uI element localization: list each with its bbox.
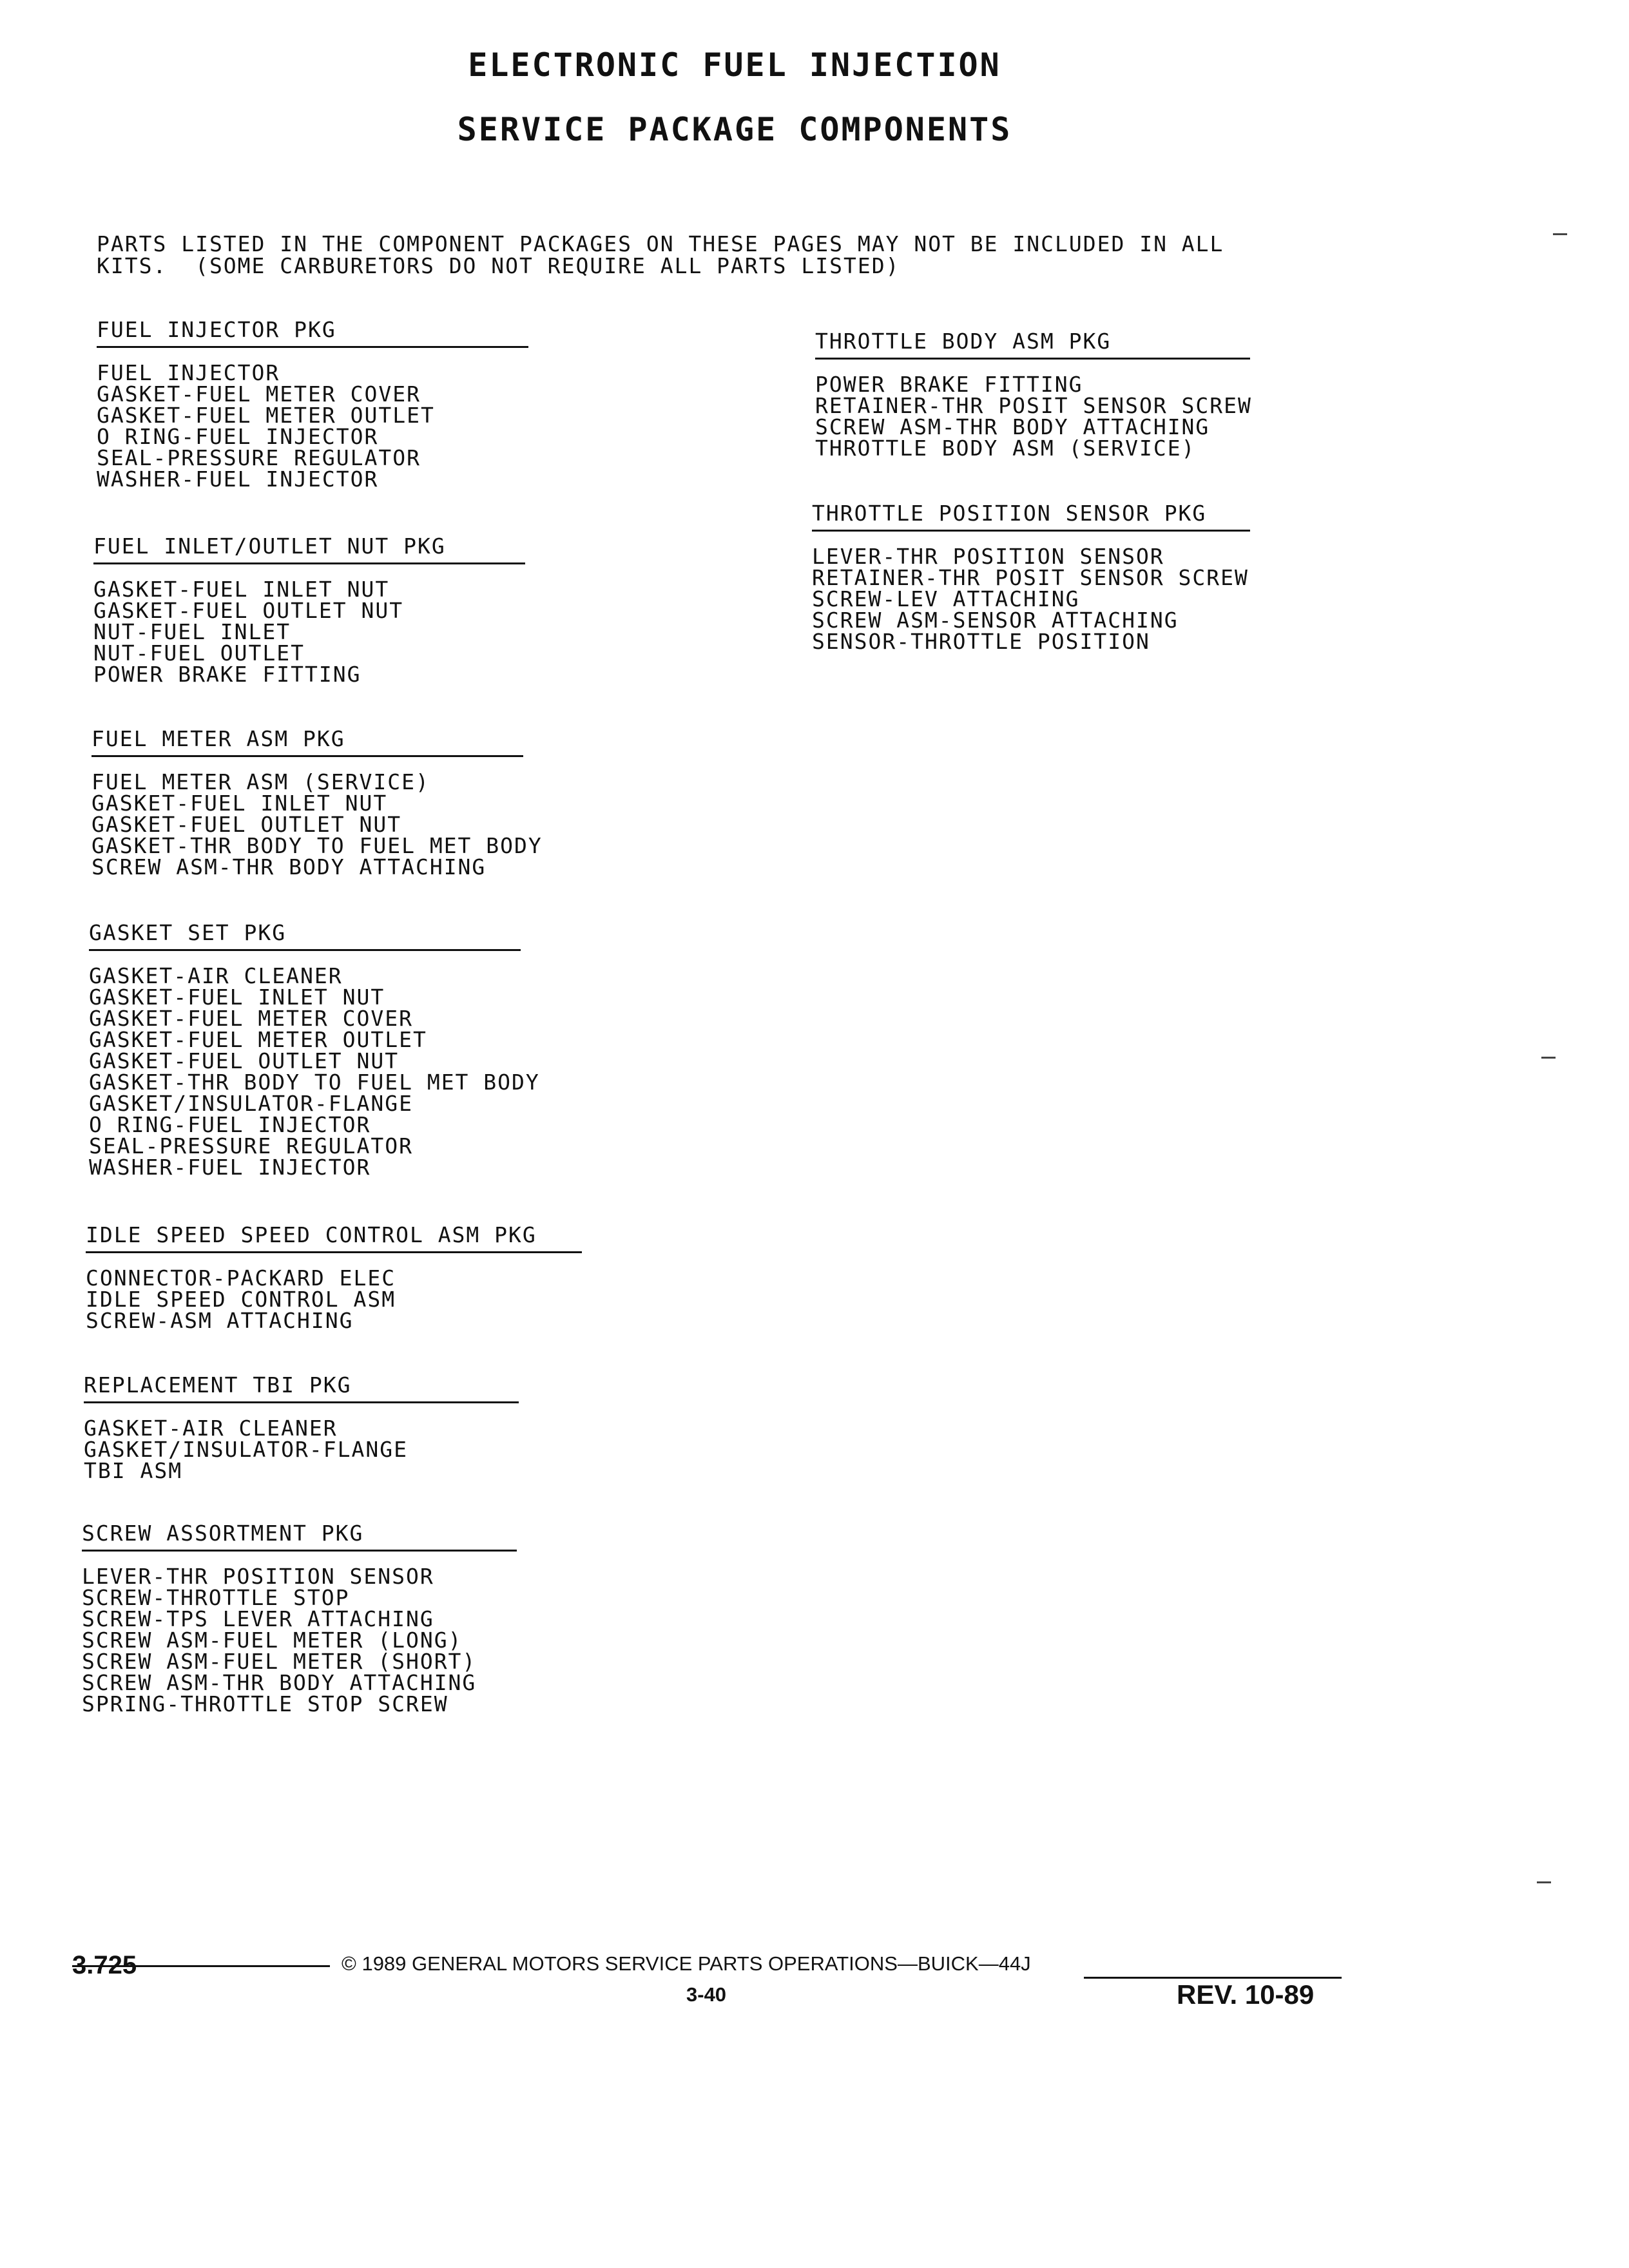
- package-fuel-injector: [97, 317, 599, 490]
- package-item: GASKET-THR BODY TO FUEL MET BODY: [92, 833, 543, 858]
- package-item: POWER BRAKE FITTING: [93, 662, 361, 687]
- package-item-list: [815, 374, 1318, 459]
- package-item: POWER BRAKE FITTING: [815, 372, 1083, 397]
- package-item: SCREW ASM-THR BODY ATTACHING: [815, 414, 1210, 439]
- package-item-list: [92, 771, 594, 878]
- package-title: FUEL METER ASM PKG: [92, 726, 523, 757]
- intro-line-1: PARTS LISTED IN THE COMPONENT PACKAGES ON THESE PAGES MAY NOT BE INCLUDED IN ALL: [97, 231, 1224, 256]
- page-title: ELECTRONIC FUEL INJECTION: [468, 46, 1001, 84]
- package-title: REPLACEMENT TBI PKG: [84, 1372, 519, 1403]
- package-item: SEAL-PRESSURE REGULATOR: [89, 1133, 413, 1158]
- package-item: O RING-FUEL INJECTOR: [89, 1112, 371, 1137]
- package-item: RETAINER-THR POSIT SENSOR SCREW: [812, 565, 1249, 590]
- intro-line-2: KITS. (SOME CARBURETORS DO NOT REQUIRE ALL PARTS LISTED): [97, 253, 900, 278]
- package-item: SCREW ASM-FUEL METER (SHORT): [82, 1649, 477, 1674]
- package-item: SEAL-PRESSURE REGULATOR: [97, 445, 421, 470]
- package-item: GASKET/INSULATOR-FLANGE: [89, 1091, 413, 1116]
- package-item: GASKET/INSULATOR-FLANGE: [84, 1437, 408, 1462]
- package-item: FUEL METER ASM (SERVICE): [92, 769, 430, 794]
- package-item-list: [812, 546, 1315, 652]
- package-item: LEVER-THR POSITION SENSOR: [812, 544, 1164, 569]
- package-item: SCREW ASM-SENSOR ATTACHING: [812, 608, 1179, 633]
- package-item: IDLE SPEED CONTROL ASM: [86, 1287, 396, 1312]
- package-fuel-inlet-outlet-nut: [93, 533, 596, 685]
- package-replacement-tbi: [84, 1372, 586, 1481]
- package-item: LEVER-THR POSITION SENSOR: [82, 1564, 434, 1589]
- package-item: GASKET-FUEL METER OUTLET: [97, 403, 435, 428]
- package-item: GASKET-FUEL INLET NUT: [92, 791, 388, 816]
- package-item: NUT-FUEL INLET: [93, 619, 291, 644]
- package-item: THROTTLE BODY ASM (SERVICE): [815, 436, 1196, 461]
- page-number: 3-40: [686, 1983, 727, 2006]
- package-item: GASKET-FUEL OUTLET NUT: [92, 812, 402, 837]
- package-item: GASKET-FUEL OUTLET NUT: [89, 1048, 400, 1073]
- package-fuel-meter-asm: [92, 726, 594, 878]
- package-item-list: [84, 1418, 586, 1481]
- package-title: GASKET SET PKG: [89, 920, 521, 951]
- package-item: GASKET-FUEL INLET NUT: [89, 985, 385, 1010]
- copyright-notice: © 1989 GENERAL MOTORS SERVICE PARTS OPERATIONS—BUICK—44J: [342, 1952, 1031, 1975]
- package-item: SCREW-THROTTLE STOP: [82, 1585, 350, 1610]
- package-title: FUEL INLET/OUTLET NUT PKG: [93, 533, 525, 564]
- package-item: GASKET-FUEL METER COVER: [97, 381, 421, 407]
- package-gasket-set: [89, 920, 592, 1178]
- package-item: NUT-FUEL OUTLET: [93, 640, 305, 666]
- package-item: SCREW-LEV ATTACHING: [812, 586, 1080, 611]
- intro-note: [97, 233, 1385, 277]
- package-item-list: [86, 1267, 588, 1331]
- package-item: GASKET-FUEL METER OUTLET: [89, 1027, 427, 1052]
- package-item: O RING-FUEL INJECTOR: [97, 424, 379, 449]
- package-item-list: [93, 579, 596, 685]
- package-item: WASHER-FUEL INJECTOR: [89, 1155, 371, 1180]
- package-item: SCREW ASM-THR BODY ATTACHING: [92, 854, 487, 879]
- package-item: SPRING-THROTTLE STOP SCREW: [82, 1691, 448, 1716]
- package-title: FUEL INJECTOR PKG: [97, 317, 528, 348]
- package-item: SENSOR-THROTTLE POSITION: [812, 629, 1150, 654]
- revision-label: REV. 10-89: [1177, 1979, 1315, 2010]
- package-item-list: [97, 362, 599, 490]
- package-title: SCREW ASSORTMENT PKG: [82, 1521, 517, 1552]
- package-item: RETAINER-THR POSIT SENSOR SCREW: [815, 393, 1252, 418]
- package-item-list: [82, 1566, 584, 1715]
- package-item: GASKET-FUEL METER COVER: [89, 1006, 413, 1031]
- package-item: SCREW-ASM ATTACHING: [86, 1308, 354, 1333]
- package-item: SCREW-TPS LEVER ATTACHING: [82, 1606, 434, 1631]
- page-subtitle: SERVICE PACKAGE COMPONENTS: [457, 111, 1012, 148]
- package-item-list: [89, 965, 592, 1178]
- margin-mark: [1537, 1881, 1551, 1883]
- package-item: WASHER-FUEL INJECTOR: [97, 466, 379, 492]
- margin-mark: [1541, 1057, 1556, 1059]
- package-item: CONNECTOR-PACKARD ELEC: [86, 1265, 396, 1291]
- package-screw-assortment: [82, 1521, 584, 1715]
- package-throttle-position-sensor: [812, 501, 1315, 652]
- package-item: GASKET-FUEL OUTLET NUT: [93, 598, 404, 623]
- footer-rule-right: [1084, 1977, 1342, 1979]
- package-title: THROTTLE POSITION SENSOR PKG: [812, 501, 1250, 532]
- package-item: GASKET-AIR CLEANER: [84, 1416, 338, 1441]
- package-item: GASKET-THR BODY TO FUEL MET BODY: [89, 1070, 540, 1095]
- package-item: GASKET-AIR CLEANER: [89, 963, 343, 988]
- package-item: FUEL INJECTOR: [97, 360, 280, 385]
- package-title: IDLE SPEED SPEED CONTROL ASM PKG: [86, 1222, 582, 1253]
- package-item: GASKET-FUEL INLET NUT: [93, 577, 390, 602]
- package-item: SCREW ASM-THR BODY ATTACHING: [82, 1670, 477, 1695]
- package-item: TBI ASM: [84, 1458, 183, 1483]
- package-idle-speed-control-asm: [86, 1222, 588, 1331]
- page-id: 3.725: [72, 1951, 137, 1979]
- package-item: SCREW ASM-FUEL METER (LONG): [82, 1628, 463, 1653]
- margin-mark: [1553, 233, 1567, 235]
- package-throttle-body-asm: [815, 329, 1318, 459]
- package-title: THROTTLE BODY ASM PKG: [815, 329, 1250, 360]
